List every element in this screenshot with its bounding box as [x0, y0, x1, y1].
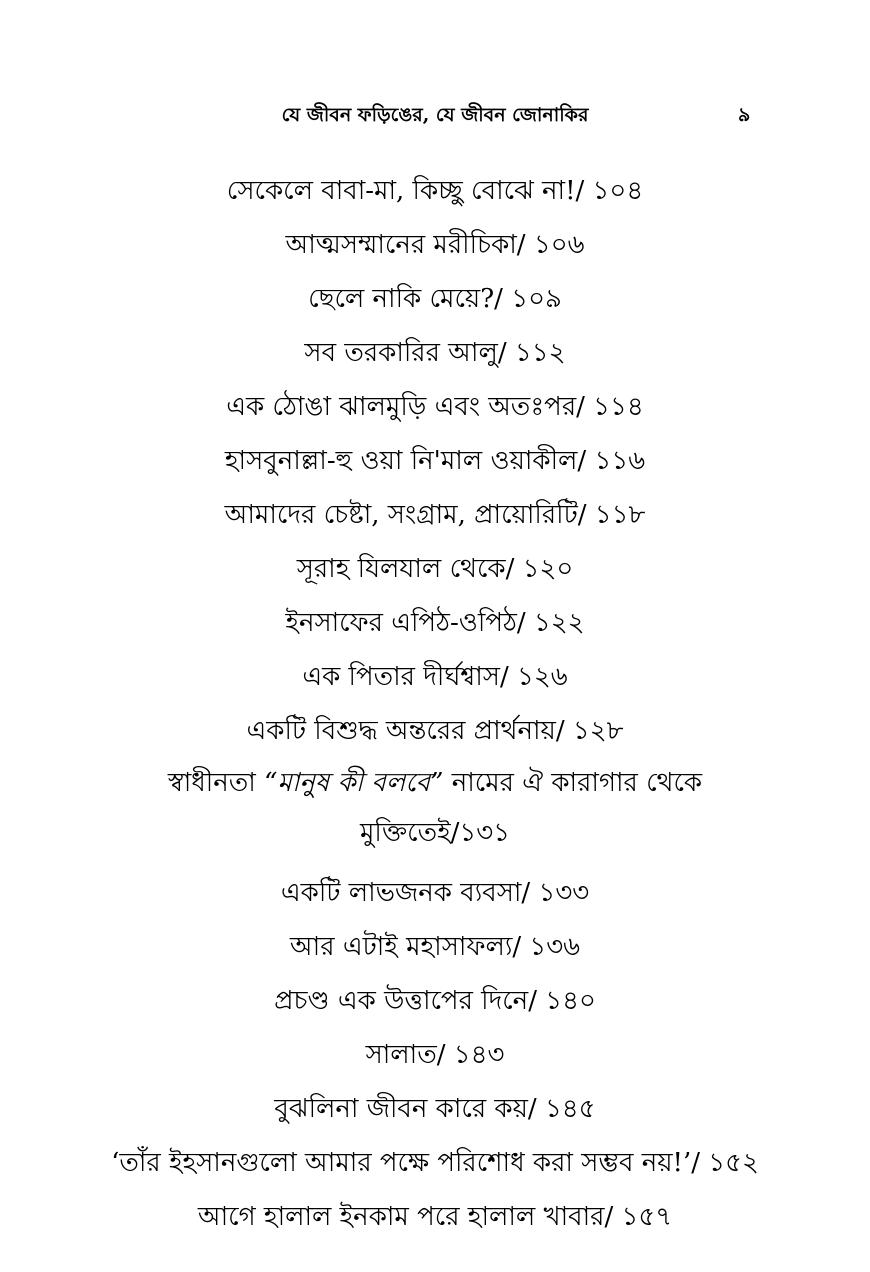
toc-entry-page: ১৩৩ — [538, 878, 590, 908]
toc-entry-title: এক পিতার দীর্ঘশ্বাস/ — [302, 662, 509, 692]
toc-entry — [0, 920, 870, 974]
toc-entry — [0, 1028, 870, 1082]
toc-entry-page: ১৩৬ — [529, 932, 581, 962]
toc-entry — [0, 434, 870, 488]
page-number: ৯ — [738, 104, 751, 126]
toc-entry-page: ১২২ — [533, 608, 585, 638]
toc-entry-title: আর এটাই মহাসাফল্য/ — [289, 932, 522, 962]
toc-entry — [0, 704, 870, 758]
toc-entry-title: আত্মসম্মানের মরীচিকা/ — [285, 230, 526, 260]
toc-entry — [0, 488, 870, 542]
toc-entry-page: ১১৮ — [594, 500, 646, 530]
toc-entry — [0, 272, 870, 326]
running-header — [0, 100, 870, 130]
toc-entry — [0, 974, 870, 1028]
toc-entry-page: ১২৮ — [572, 716, 624, 746]
toc-entry-page: ১০৬ — [533, 230, 585, 260]
toc-entry-title: ছেলে নাকি মেয়ে?/ — [308, 284, 503, 314]
toc-entry — [0, 596, 870, 650]
toc-entry-page: ১৪০ — [545, 986, 596, 1016]
toc-entry-page: ১২০ — [522, 554, 574, 584]
book-title: যে জীবন ফড়িঙের, যে জীবন জোনাকির — [281, 104, 589, 126]
toc-entry — [0, 380, 870, 434]
toc-entry-page: ১৩১ — [459, 818, 511, 848]
toc-entry-title: সূরাহ যিলযাল থেকে/ — [296, 554, 515, 584]
toc-entry-page: ১৫৭ — [621, 1202, 673, 1232]
toc-entry-title: একটি বিশুদ্ধ অন্তরের প্রার্থনায়/ — [246, 716, 565, 746]
toc-entry-title: সেকেলে বাবা-মা, কিচ্ছু বোঝে না!/ — [226, 176, 585, 206]
toc-entry — [0, 650, 870, 704]
toc-entry-title: প্রচণ্ড এক উত্তাপের দিনে/ — [274, 986, 537, 1016]
toc-entry — [0, 1190, 870, 1244]
toc-entry-title: আমাদের চেষ্টা, সংগ্রাম, প্রায়োরিটি/ — [224, 500, 587, 530]
toc-entry-page: ১৪৩ — [453, 1040, 505, 1070]
toc-entry — [0, 1136, 870, 1190]
toc-entry-title: একটি লাভজনক ব্যবসা/ — [280, 878, 531, 908]
toc-entry-page: ১৫২ — [708, 1148, 759, 1178]
toc-entry-page: ১১২ — [514, 338, 566, 368]
toc-entry-title: হাসবুনাল্লা-হু ওয়া নি'মাল ওয়াকীল/ — [224, 446, 587, 476]
toc-entry-page: ১০৯ — [511, 284, 562, 314]
toc-entry — [0, 542, 870, 596]
toc-entry-title: আগে হালাল ইনকাম পরে হালাল খাবার/ — [197, 1202, 614, 1232]
toc-entry-page: ১২৬ — [517, 662, 568, 692]
table-of-contents — [0, 164, 870, 1244]
toc-entry-page: ১০৪ — [592, 176, 644, 206]
toc-entry — [0, 326, 870, 380]
toc-entry-title: বুঝলিনা জীবন কারে কয়/ — [274, 1094, 537, 1124]
toc-entry-title-line-2 — [0, 808, 870, 858]
toc-entry-page: ১১৪ — [593, 392, 644, 422]
toc-entry-title: সব তরকারির আলু/ — [304, 338, 507, 368]
toc-entry-title: মুক্তিতেই/ — [359, 818, 460, 848]
toc-entry-page: ১১৬ — [594, 446, 646, 476]
toc-entry-title: এক ঠোঙা ঝালমুড়ি এবং অতঃপর/ — [226, 392, 585, 422]
toc-entry-title: ইনসাফের এপিঠ-ওপিঠ/ — [285, 608, 526, 638]
toc-entry — [0, 758, 870, 866]
toc-entry — [0, 218, 870, 272]
toc-entry — [0, 866, 870, 920]
toc-entry-title: সালাত/ — [365, 1040, 446, 1070]
quoted-phrase: “মানুষ কী বলবে” — [264, 768, 444, 798]
toc-entry — [0, 1082, 870, 1136]
toc-entry-page: ১৪৫ — [544, 1094, 596, 1124]
toc-entry-title: স্বাধীনতা — [167, 768, 256, 798]
toc-entry-title: নামের ঐ কারাগার থেকে — [451, 768, 703, 798]
toc-entry-title: ‘তাঁর ইহসানগুলো আমার পক্ষে পরিশোধ করা সম্ভব নয়!’/ — [111, 1148, 701, 1178]
toc-entry — [0, 164, 870, 218]
toc-entry-title-line-1 — [0, 758, 870, 808]
